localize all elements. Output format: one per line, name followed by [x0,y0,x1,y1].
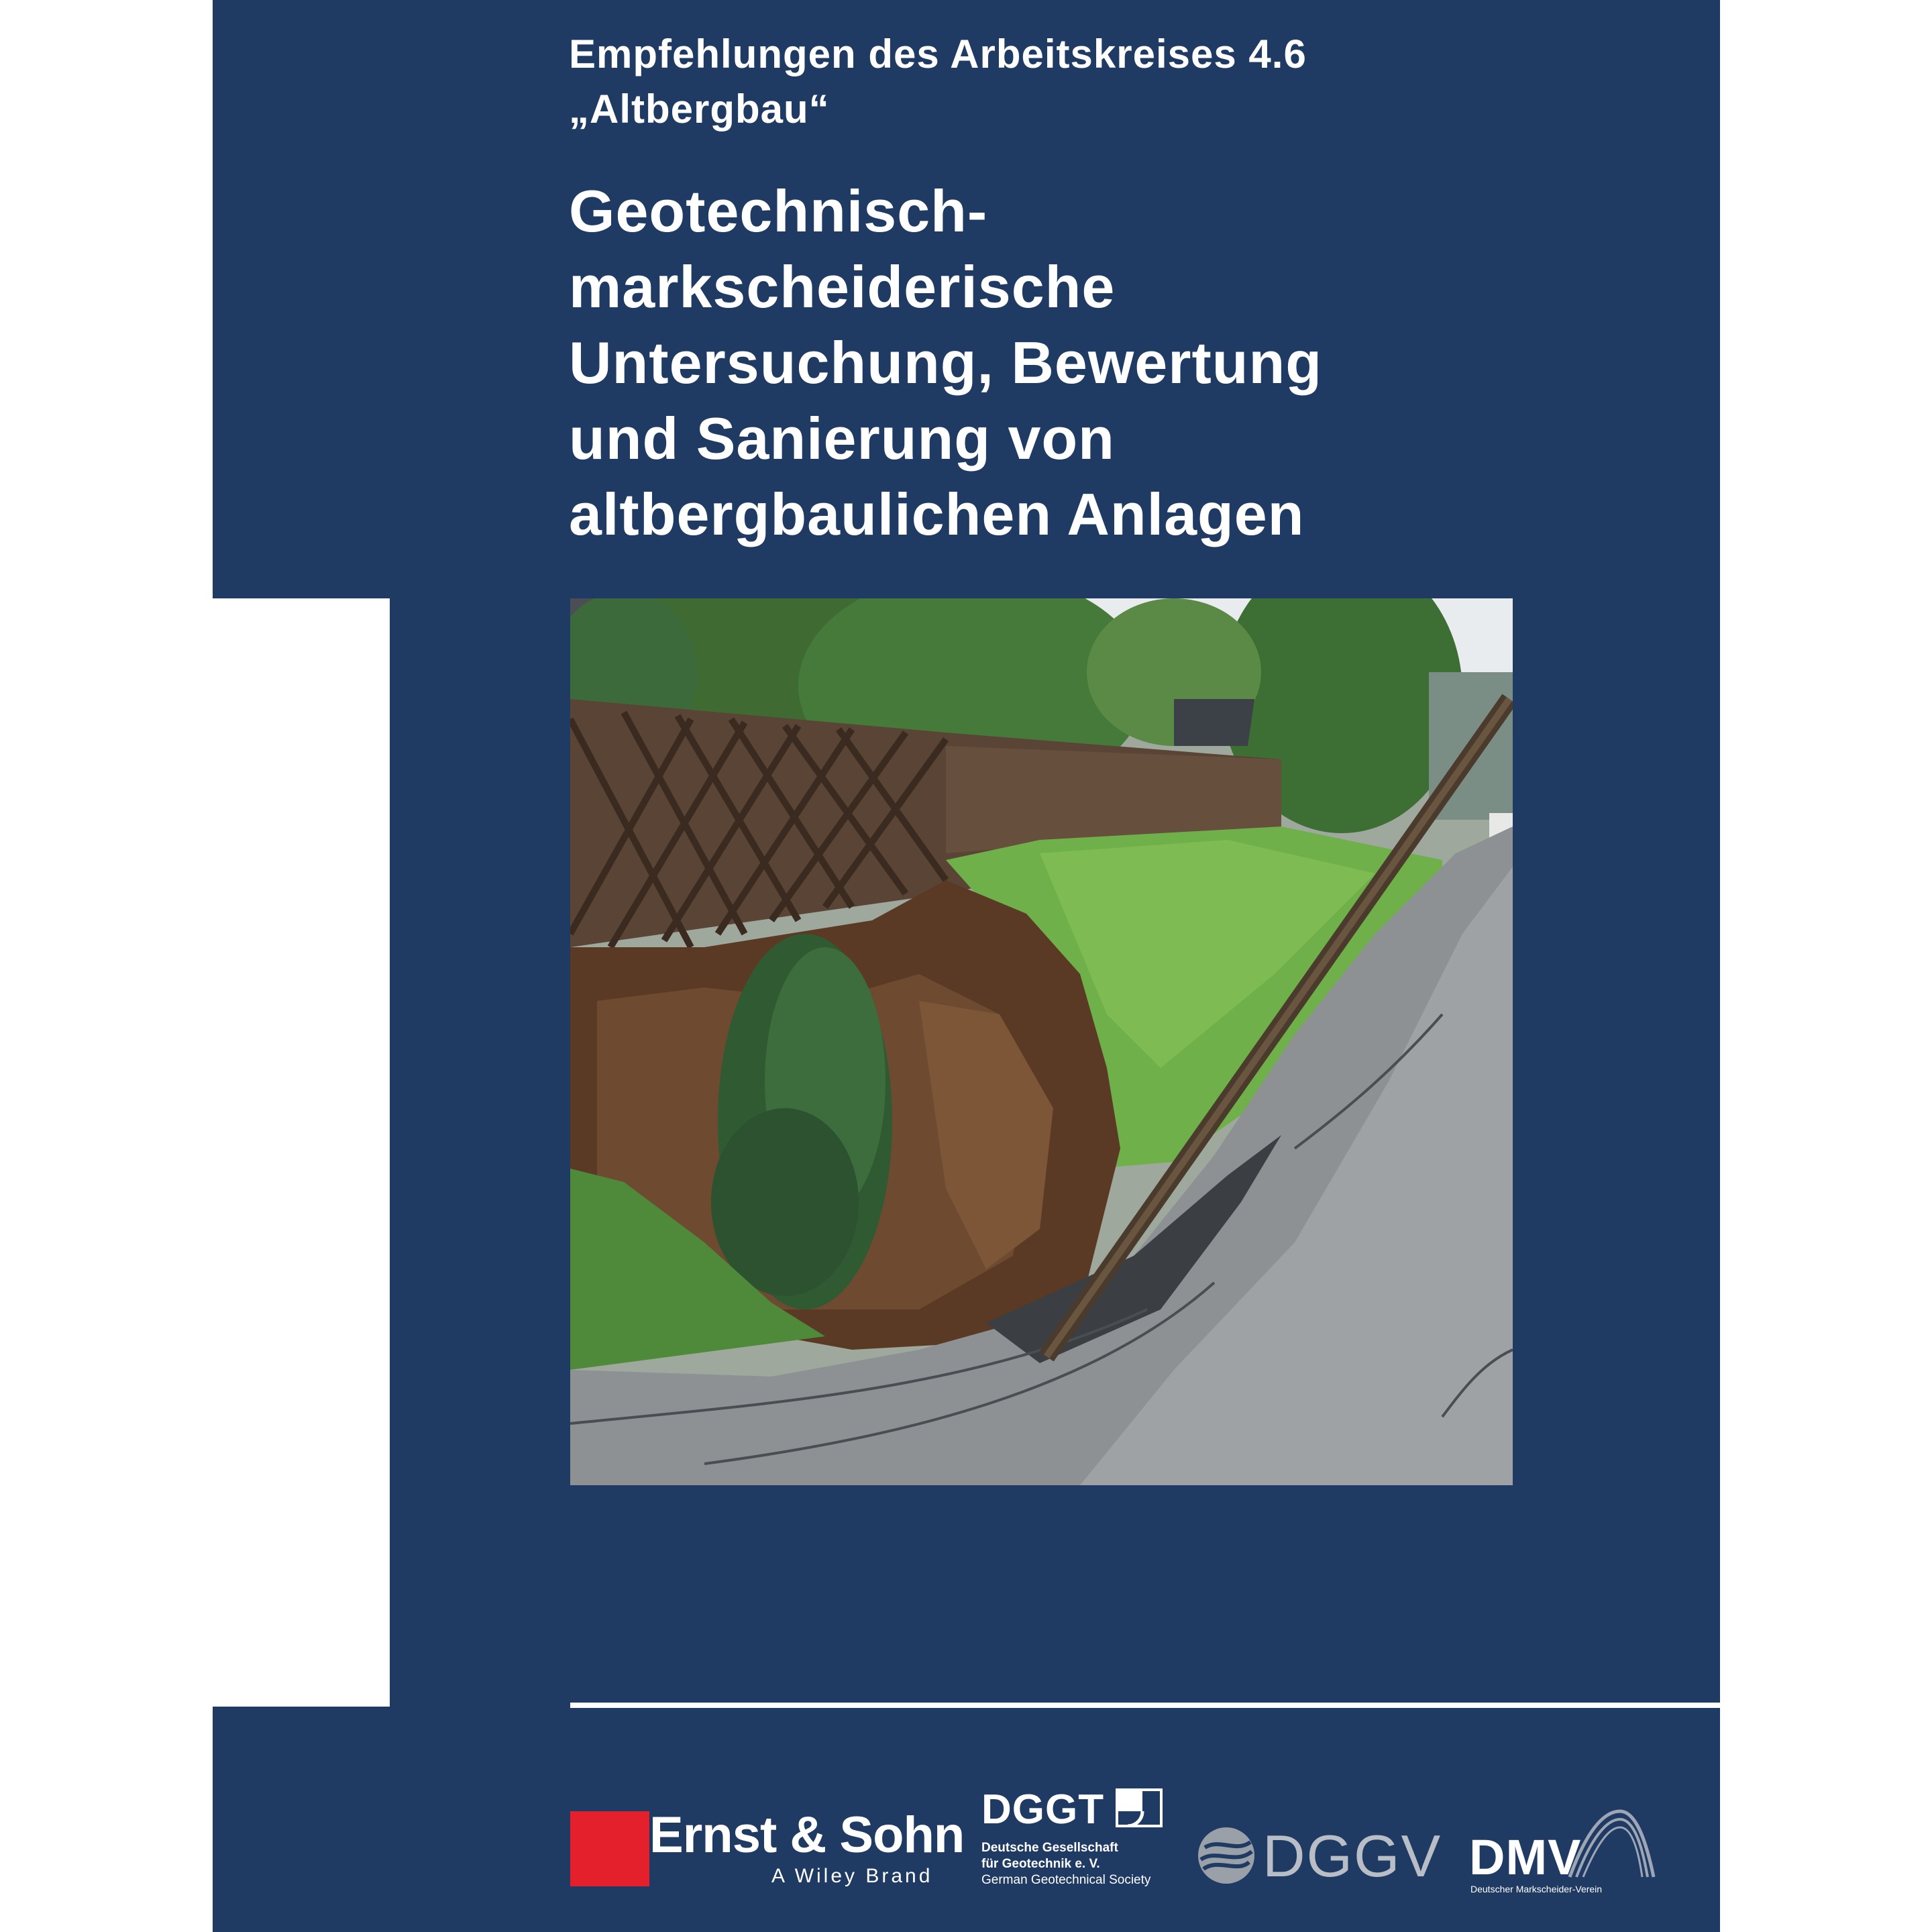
dggt-logo [981,1786,1169,1900]
cover-white-panel [213,598,390,1707]
dggt-line-3: German Geotechnical Society [981,1873,1151,1887]
series-heading [569,27,1575,137]
title-line-4: und Sanierung von [569,405,1115,472]
dggt-emblem-icon [1116,1788,1163,1827]
title-line-2: markscheiderische [569,254,1116,320]
publisher-tagline: A Wiley Brand [771,1865,933,1887]
dggv-logo [1195,1819,1442,1893]
footer-divider [570,1703,1720,1708]
book-title [569,173,1615,552]
title-line-3: Untersuchung, Bewertung [569,329,1323,396]
dmv-subtitle: Deutscher Markscheider-Verein [1470,1884,1603,1894]
series-line-2: „Altbergbau“ [569,87,830,131]
cover-photo-road-subsidence [570,598,1513,1485]
ernst-sohn-red-square [570,1811,649,1886]
dggt-line-1: Deutsche Gesellschaft [981,1841,1118,1855]
dggt-abbr: DGGT [981,1786,1105,1833]
ernst-sohn-logo [570,1806,965,1893]
dggv-globe-icon [1195,1825,1257,1886]
dggv-abbr: DGGV [1263,1823,1442,1889]
title-line-5: altbergbaulichen Anlagen [569,481,1305,547]
dmv-abbr: DMV [1469,1829,1582,1885]
series-line-1: Empfehlungen des Arbeitskreises 4.6 [569,32,1307,76]
title-line-1: Geotechnisch- [569,178,988,244]
dmv-logo [1469,1805,1657,1898]
publisher-name: Ernst & Sohn [649,1807,965,1864]
dggt-line-2: für Geotechnik e. V. [981,1857,1100,1871]
